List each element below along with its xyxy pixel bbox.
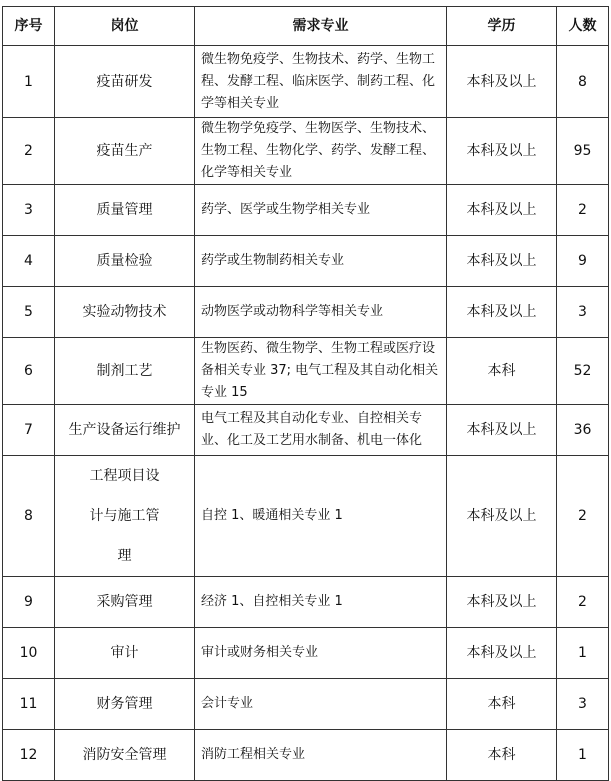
- major-cell: 审计或财务相关专业: [195, 628, 447, 679]
- table-row: [3, 118, 609, 185]
- table-row: [3, 679, 609, 730]
- major-cell: 微生物学免疫学、生物医学、生物技术、生物工程、生物化学、药学、发酵工程、化学等相关专业: [195, 118, 447, 185]
- major-cell: 动物医学或动物科学等相关专业: [195, 287, 447, 338]
- table-row: [3, 730, 609, 781]
- position-cell: 采购管理: [55, 577, 195, 628]
- position-cell: 财务管理: [55, 679, 195, 730]
- recruitment-table: [2, 6, 609, 781]
- table-row: [3, 628, 609, 679]
- row-number: 2: [3, 118, 55, 185]
- count-cell: 3: [557, 287, 609, 338]
- row-number: 8: [3, 456, 55, 577]
- count-cell: 3: [557, 679, 609, 730]
- header-education: 学历: [447, 7, 557, 46]
- table-row: [3, 405, 609, 456]
- table-row: [3, 287, 609, 338]
- major-cell: 消防工程相关专业: [195, 730, 447, 781]
- table-row: [3, 46, 609, 118]
- education-cell: 本科: [447, 730, 557, 781]
- row-number: 9: [3, 577, 55, 628]
- table-row: [3, 456, 609, 577]
- major-cell: 电气工程及其自动化专业、自控相关专业、化工及工艺用水制备、机电一体化: [195, 405, 447, 456]
- major-cell: 药学、医学或生物学相关专业: [195, 185, 447, 236]
- education-cell: 本科及以上: [447, 456, 557, 577]
- major-cell: 会计专业: [195, 679, 447, 730]
- education-cell: 本科及以上: [447, 577, 557, 628]
- education-cell: 本科及以上: [447, 405, 557, 456]
- position-cell: 制剂工艺: [55, 338, 195, 405]
- education-cell: 本科: [447, 679, 557, 730]
- row-number: 3: [3, 185, 55, 236]
- count-cell: 52: [557, 338, 609, 405]
- count-cell: 1: [557, 628, 609, 679]
- count-cell: 2: [557, 577, 609, 628]
- count-cell: 2: [557, 185, 609, 236]
- education-cell: 本科及以上: [447, 46, 557, 118]
- table-row: [3, 338, 609, 405]
- position-cell: 质量检验: [55, 236, 195, 287]
- major-cell: 经济 1、自控相关专业 1: [195, 577, 447, 628]
- major-cell: 药学或生物制药相关专业: [195, 236, 447, 287]
- count-cell: 1: [557, 730, 609, 781]
- count-cell: 2: [557, 456, 609, 577]
- table-row: [3, 236, 609, 287]
- position-cell: 消防安全管理: [55, 730, 195, 781]
- header-major: 需求专业: [195, 7, 447, 46]
- education-cell: 本科及以上: [447, 185, 557, 236]
- count-cell: 95: [557, 118, 609, 185]
- header-position: 岗位: [55, 7, 195, 46]
- education-cell: 本科及以上: [447, 287, 557, 338]
- table-row: [3, 577, 609, 628]
- position-cell: 疫苗生产: [55, 118, 195, 185]
- table-header-row: [3, 7, 609, 46]
- education-cell: 本科及以上: [447, 118, 557, 185]
- position-cell: 疫苗研发: [55, 46, 195, 118]
- position-cell: 生产设备运行维护: [55, 405, 195, 456]
- row-number: 11: [3, 679, 55, 730]
- position-cell: 质量管理: [55, 185, 195, 236]
- major-cell: 微生物免疫学、生物技术、药学、生物工程、发酵工程、临床医学、制药工程、化学等相关专业: [195, 46, 447, 118]
- count-cell: 9: [557, 236, 609, 287]
- row-number: 5: [3, 287, 55, 338]
- row-number: 1: [3, 46, 55, 118]
- count-cell: 36: [557, 405, 609, 456]
- row-number: 4: [3, 236, 55, 287]
- table-row: [3, 185, 609, 236]
- education-cell: 本科及以上: [447, 236, 557, 287]
- position-cell: 工程项目设计与施工管理: [55, 456, 195, 577]
- education-cell: 本科: [447, 338, 557, 405]
- header-count: 人数: [557, 7, 609, 46]
- position-cell: 实验动物技术: [55, 287, 195, 338]
- row-number: 12: [3, 730, 55, 781]
- count-cell: 8: [557, 46, 609, 118]
- major-cell: 生物医药、微生物学、生物工程或医疗设备相关专业 37; 电气工程及其自动化相关专业 15: [195, 338, 447, 405]
- education-cell: 本科及以上: [447, 628, 557, 679]
- row-number: 6: [3, 338, 55, 405]
- position-cell: 审计: [55, 628, 195, 679]
- major-cell: 自控 1、暖通相关专业 1: [195, 456, 447, 577]
- row-number: 7: [3, 405, 55, 456]
- row-number: 10: [3, 628, 55, 679]
- header-no: 序号: [3, 7, 55, 46]
